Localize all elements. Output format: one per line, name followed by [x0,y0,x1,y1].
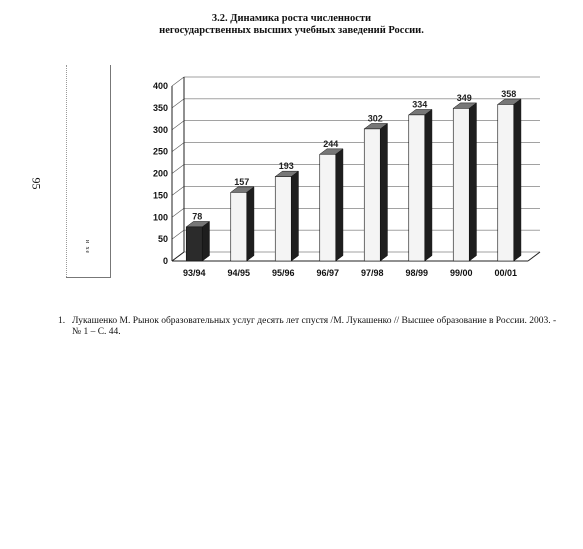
x-tick-label: 98/99 [405,268,429,278]
figure-title-line2: негосударственных высших учебных заведений России. [159,25,424,36]
x-tick-label: 96/97 [316,268,340,278]
bar-side [514,99,521,261]
bar-side [425,109,432,261]
y-tick-label: 300 [152,124,168,135]
bar [409,115,425,261]
floor-edge [172,252,184,261]
bar [498,104,514,261]
bar-side [202,221,209,261]
bar-side [469,103,476,261]
y-tick-label: 250 [152,146,168,157]
x-tick-label: 94/95 [227,268,251,278]
x-tick-label: 95/96 [271,268,295,278]
bar-side [247,187,254,261]
grid-diagonal [172,143,184,152]
bar [320,154,336,261]
page-number: 95 [29,177,44,190]
grid-diagonal [172,77,184,86]
bar [186,227,202,261]
data-label: 349 [456,92,472,103]
y-tick-label: 0 [162,256,168,266]
x-tick-label: 97/98 [360,268,384,278]
data-label: 334 [412,99,428,110]
floor-edge [528,252,540,261]
data-label: 78 [192,211,203,222]
bar [364,129,380,261]
data-label: 157 [234,176,250,187]
figure-title-line1: 3.2. Динамика роста численности [211,13,372,24]
grid-diagonal [172,230,184,239]
grid-diagonal [172,165,184,174]
x-tick-label: 00/01 [494,268,518,278]
data-label: 358 [501,88,517,99]
y-tick-label: 150 [152,190,168,201]
grid-diagonal [172,186,184,195]
y-tick-label: 100 [152,212,168,223]
footnote-number: 1. [58,316,66,326]
bar [231,192,247,261]
data-label: 302 [367,113,383,124]
bar-side [380,123,387,261]
data-label: 193 [278,161,294,172]
y-tick-label: 400 [152,81,168,91]
bar-side [291,171,298,261]
grid-diagonal [172,99,184,108]
footnote-text: Лукашенко М. Рынок образовательных услуг десять лет спустя /М. Лукашенко // Высшее образование в России. 2003. - № 1 – С. 44. [72,316,557,337]
grid-diagonal [172,208,184,217]
data-label: 244 [323,138,339,149]
grid-diagonal [172,121,184,130]
y-tick-label: 50 [157,234,168,245]
x-tick-label: 99/00 [449,268,473,278]
y-tick-label: 350 [152,102,168,113]
y-tick-label: 200 [152,168,168,179]
bar-side [336,149,343,261]
x-tick-label: 93/94 [182,268,206,278]
margin-vertical-note: и хе [84,239,91,255]
bar [453,108,469,261]
bar [275,177,291,261]
